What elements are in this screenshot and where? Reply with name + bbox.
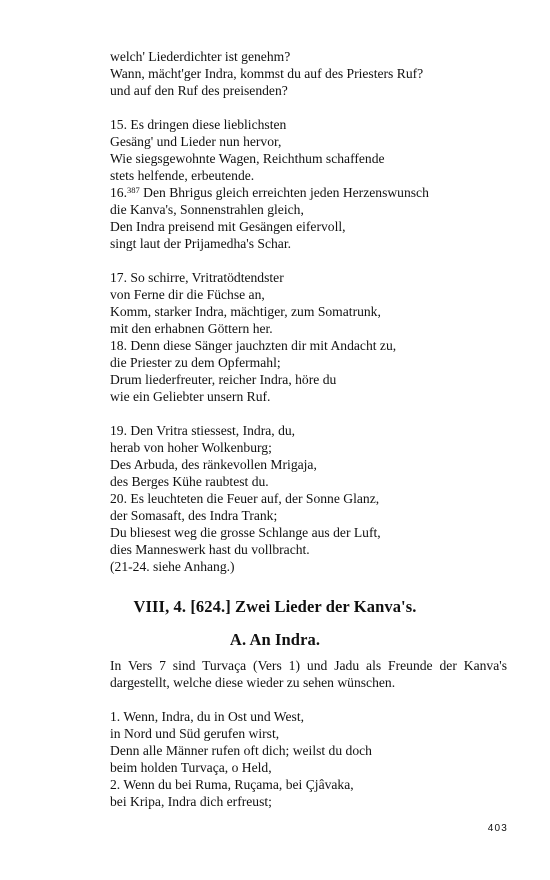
page-number: 403 xyxy=(487,823,508,834)
verse-line: welch' Liederdichter ist genehm? xyxy=(110,49,291,64)
verse-line: dies Manneswerk hast du vollbracht. xyxy=(110,542,310,557)
verse-line-16 xyxy=(110,184,515,201)
verse-line: Denn alle Männer rufen oft dich; weilst du doch xyxy=(110,743,372,758)
verse-line: 19. Den Vritra stiessest, Indra, du, xyxy=(110,423,296,438)
verse-line: Du bliesest weg die grosse Schlange aus der Luft, xyxy=(110,525,381,540)
verse-line: die Priester zu dem Opfermahl; xyxy=(110,355,281,370)
stanza-1-2 xyxy=(110,708,515,810)
verse-line: Wann, mächt'ger Indra, kommst du auf des Priesters Ruf? xyxy=(110,66,424,81)
verse-line: mit den erhabnen Göttern her. xyxy=(110,321,273,336)
verse-line: stets helfende, erbeutende. xyxy=(110,168,255,183)
stanza-19-24 xyxy=(110,422,515,575)
section-heading: VIII, 4. [624.] Zwei Lieder der Kanva's. xyxy=(133,597,417,616)
footnote-marker: 387 xyxy=(127,185,140,195)
verse-line: von Ferne dir die Füchse an, xyxy=(110,287,265,302)
verse-line: beim holden Turvaça, o Held, xyxy=(110,760,272,775)
verse-line: der Somasaft, des Indra Trank; xyxy=(110,508,278,523)
stanza-15-16 xyxy=(110,116,515,252)
verse-line: Wie siegsgewohnte Wagen, Reichthum schaffende xyxy=(110,151,385,166)
verse-line: Den Indra preisend mit Gesängen eifervoll, xyxy=(110,219,346,234)
verse-line: bei Kripa, Indra dich erfreust; xyxy=(110,794,272,809)
verse-line: singt laut der Prijamedha's Schar. xyxy=(110,236,292,251)
sub-heading: A. An Indra. xyxy=(229,630,321,649)
verse-line: herab von hoher Wolkenburg; xyxy=(110,440,272,455)
verse-line: 17. So schirre, Vritratödtendster xyxy=(110,270,284,285)
stanza-top xyxy=(110,48,515,99)
verse-line: 1. Wenn, Indra, du in Ost und West, xyxy=(110,709,305,724)
verse-line: in Nord und Süd gerufen wirst, xyxy=(110,726,280,741)
verse-line: 18. Denn diese Sänger jauchzten dir mit Andacht zu, xyxy=(110,338,397,353)
verse-line: des Berges Kühe raubtest du. xyxy=(110,474,269,489)
stanza-17-18 xyxy=(110,269,515,405)
verse-line: die Kanva's, Sonnenstrahlen gleich, xyxy=(110,202,304,217)
verse-line: und auf den Ruf des preisenden? xyxy=(110,83,288,98)
verse-text: Den Bhrigus gleich erreichten jeden Herzenswunsch xyxy=(139,185,429,200)
verse-line: wie ein Geliebter unsern Ruf. xyxy=(110,389,271,404)
verse-line: Des Arbuda, des ränkevollen Mrigaja, xyxy=(110,457,317,472)
verse-line: Komm, starker Indra, mächtiger, zum Somatrunk, xyxy=(110,304,381,319)
verse-line: Drum liederfreuter, reicher Indra, höre du xyxy=(110,372,337,387)
verse-line: 2. Wenn du bei Ruma, Ruçama, bei Çjâvaka, xyxy=(110,777,354,792)
verse-line: 20. Es leuchteten die Feuer auf, der Sonne Glanz, xyxy=(110,491,380,506)
verse-number: 16. xyxy=(110,185,127,200)
verse-line: Gesäng' und Lieder nun hervor, xyxy=(110,134,282,149)
verse-line: 15. Es dringen diese lieblichsten xyxy=(110,117,287,132)
appendix-note: (21-24. siehe Anhang.) xyxy=(110,559,235,574)
intro-paragraph: In Vers 7 sind Turvaça (Vers 1) und Jadu als Freunde der Kanva's dargestellt, welche diese wieder zu sehen wünschen. xyxy=(110,658,507,690)
